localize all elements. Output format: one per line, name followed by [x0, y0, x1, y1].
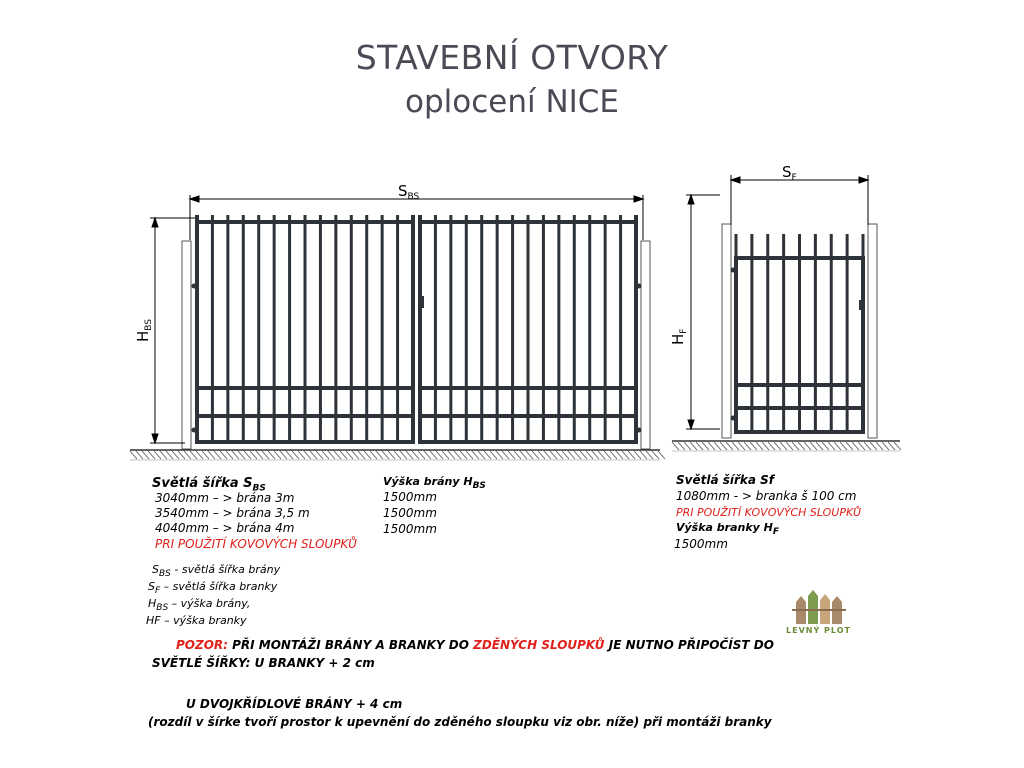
title-line-1: STAVEBNÍ OTVORY — [355, 38, 669, 77]
ground-hatch — [412, 451, 419, 459]
legend-sbs: $S_{BS}$ - světlá šířka brány — [152, 563, 281, 580]
ground-hatch — [628, 451, 635, 459]
ground-hatch — [640, 451, 647, 459]
wicket-left-post — [722, 224, 731, 438]
ground-hatch — [406, 451, 413, 459]
ground-hatch — [388, 451, 395, 459]
ground-hatch — [400, 451, 407, 459]
ground-hatch — [792, 442, 799, 450]
legend-hbs: $H_{BS}$ – výška brány, — [148, 597, 251, 614]
ground-hatch — [696, 442, 703, 450]
ground-hatch — [178, 451, 185, 459]
wicket-width-heading: Světlá šířka Sf — [676, 473, 775, 487]
ground-hatch — [430, 451, 437, 459]
ground-hatch — [658, 451, 665, 459]
ground-hatch — [160, 451, 167, 459]
ground-hatch — [232, 451, 239, 459]
ground-hatch — [726, 442, 733, 450]
ground-hatch — [888, 442, 895, 450]
ground-hatch — [672, 442, 679, 450]
ground-hatch — [268, 451, 275, 459]
ground-hatch — [568, 451, 575, 459]
ground-hatch — [762, 442, 769, 450]
gate-height-1: 1500mm — [383, 490, 437, 504]
ground-hatch — [136, 451, 143, 459]
ground-hatch — [448, 451, 455, 459]
ground-hatch — [382, 451, 389, 459]
legend-sf: $S_F$ – světlá šířka branky — [148, 580, 278, 597]
ground-hatch — [466, 451, 473, 459]
ground-hatch — [840, 442, 847, 450]
ground-hatch — [478, 451, 485, 459]
ground-hatch — [750, 442, 757, 450]
ground-hatch — [340, 451, 347, 459]
ground-hatch — [532, 451, 539, 459]
ground-hatch — [490, 451, 497, 459]
ground-hatch — [702, 442, 709, 450]
hinge — [192, 284, 197, 289]
gate-note-red: PRI POUŽITÍ KOVOVÝCH SLOUPKŮ — [155, 537, 357, 551]
ground-hatch — [166, 451, 173, 459]
ground-hatch — [376, 451, 383, 459]
hinge — [637, 428, 642, 433]
sbs-label: $S_{BS}$ — [398, 182, 420, 202]
right-post — [641, 241, 650, 449]
ground-hatch — [454, 451, 461, 459]
gate-width-heading: Světlá šířka $S_{BS}$ — [152, 476, 266, 494]
left-post — [182, 241, 191, 449]
ground-hatch — [538, 451, 545, 459]
ground-hatch — [720, 442, 727, 450]
wicket-latch — [859, 300, 862, 310]
hbs-label: $H_{BS}$ — [134, 318, 154, 342]
ground-hatch — [460, 451, 467, 459]
ground-hatch — [328, 451, 335, 459]
ground-hatch — [202, 451, 209, 459]
ground-hatch — [846, 442, 853, 450]
ground-hatch — [250, 451, 257, 459]
ground-hatch — [810, 442, 817, 450]
wicket-note-red: PRI POUŽITÍ KOVOVÝCH SLOUPKŮ — [676, 506, 862, 519]
ground-hatch — [184, 451, 191, 459]
ground-hatch — [346, 451, 353, 459]
ground-hatch — [876, 442, 883, 450]
ground-hatch — [544, 451, 551, 459]
gate-leaf — [420, 215, 636, 442]
warning-line-3: U DVOJKŘÍDLOVÉ BRÁNY + 4 cm — [186, 697, 403, 711]
ground-hatch — [598, 451, 605, 459]
double-gate-drawing — [182, 215, 650, 449]
ground-hatch — [652, 451, 659, 459]
ground-hatch — [316, 451, 323, 459]
ground-hatch — [634, 451, 641, 459]
ground-hatch — [190, 451, 197, 459]
ground-hatch — [220, 451, 227, 459]
hinge — [192, 428, 197, 433]
ground-hatch — [502, 451, 509, 459]
ground-hatch — [292, 451, 299, 459]
gate-height-heading: Výška brány $H_{BS}$ — [383, 475, 486, 492]
ground-hatch — [364, 451, 371, 459]
ground-hatch — [244, 451, 251, 459]
ground-hatch — [508, 451, 515, 459]
ground-hatch — [298, 451, 305, 459]
ground-hatch — [678, 442, 685, 450]
ground-hatch — [496, 451, 503, 459]
ground-hatch — [774, 442, 781, 450]
ground-hatch — [424, 451, 431, 459]
ground-hatch — [196, 451, 203, 459]
ground-hatch — [610, 451, 617, 459]
ground-hatch — [442, 451, 449, 459]
ground-hatch — [864, 442, 871, 450]
gate-leaf — [197, 215, 413, 442]
sf-label: $S_F$ — [782, 163, 797, 183]
ground-hatch — [526, 451, 533, 459]
ground-hatch — [172, 451, 179, 459]
ground-hatch — [514, 451, 521, 459]
ground-hatch — [358, 451, 365, 459]
wicket-right-post — [868, 224, 877, 438]
ground-hatch — [852, 442, 859, 450]
ground-hatch — [744, 442, 751, 450]
hf-label: $H_F$ — [669, 328, 689, 345]
ground-hatch — [484, 451, 491, 459]
gate-width-2: 3540mm – > brána 3,5 m — [155, 506, 310, 520]
ground-hatch — [822, 442, 829, 450]
logo-text: LEVNÝ PLOT — [786, 626, 851, 635]
ground-hatch — [738, 442, 745, 450]
ground-hatch — [834, 442, 841, 450]
ground-hatch — [394, 451, 401, 459]
wicket-hinge — [731, 416, 736, 421]
ground-hatch — [334, 451, 341, 459]
ground-hatch — [858, 442, 865, 450]
ground-hatch — [592, 451, 599, 459]
ground-hatch — [586, 451, 593, 459]
ground-hatch — [816, 442, 823, 450]
ground-hatch — [550, 451, 557, 459]
ground-hatch — [732, 442, 739, 450]
warning-line-1: POZOR: PŘI MONTÁŽI BRÁNY A BRANKY DO ZDĚNÝCH SLOUPKŮ JE NUTNO PŘIPOČÍST DO — [176, 638, 774, 652]
gate-height-2: 1500mm — [383, 506, 437, 520]
ground-hatch — [646, 451, 653, 459]
ground-hatch — [280, 451, 287, 459]
ground-hatch — [226, 451, 233, 459]
ground-hatch — [780, 442, 787, 450]
ground-hatch — [580, 451, 587, 459]
warning-line-2: SVĚTLÉ ŠÍŘKY: U BRANKY + 2 cm — [152, 656, 375, 670]
ground-hatch — [882, 442, 889, 450]
ground-hatch — [562, 451, 569, 459]
ground-hatch — [622, 451, 629, 459]
gate-width-1: 3040mm – > brána 3m — [155, 491, 295, 505]
ground-hatch — [154, 451, 161, 459]
ground-hatch — [574, 451, 581, 459]
ground-hatch — [370, 451, 377, 459]
gate-width-3: 4040mm – > brána 4m — [155, 521, 295, 535]
ground-hatch — [208, 451, 215, 459]
ground-hatch — [256, 451, 263, 459]
levny-plot-logo — [786, 588, 856, 626]
gate-height-3: 1500mm — [383, 522, 437, 536]
ground-hatch — [708, 442, 715, 450]
wicket-drawing — [722, 224, 877, 438]
ground-hatch — [436, 451, 443, 459]
ground-hatch — [684, 442, 691, 450]
ground-hatch — [310, 451, 317, 459]
legend-hf: HF – výška branky — [146, 614, 247, 627]
ground-hatch — [322, 451, 329, 459]
logo-picket — [808, 590, 818, 624]
ground-hatch — [214, 451, 221, 459]
ground-hatch — [472, 451, 479, 459]
ground-hatch — [262, 451, 269, 459]
ground-hatch — [616, 451, 623, 459]
ground-hatch — [690, 442, 697, 450]
ground-hatch — [304, 451, 311, 459]
ground-hatch — [768, 442, 775, 450]
wicket-height-heading: Výška branky $H_F$ — [676, 521, 780, 538]
ground-hatch — [786, 442, 793, 450]
ground-hatch — [130, 451, 137, 459]
ground-hatch — [604, 451, 611, 459]
ground-hatch — [798, 442, 805, 450]
warning-line-4: (rozdíl v šírke tvoří prostor k upevnění do zděného sloupku viz obr. níže) při montáži branky — [148, 715, 772, 729]
ground-hatch — [286, 451, 293, 459]
hinge — [637, 284, 642, 289]
ground-hatch — [756, 442, 763, 450]
ground-hatch — [556, 451, 563, 459]
ground-hatch — [274, 451, 281, 459]
wicket-hinge — [731, 268, 736, 273]
wicket-width-value: 1080mm - > branka š 100 cm — [676, 489, 857, 503]
title-line-2: oplocení NICE — [404, 84, 620, 120]
ground-hatch — [352, 451, 359, 459]
ground-hatch — [238, 451, 245, 459]
ground-hatch — [870, 442, 877, 450]
wicket-height-value: 1500mm — [674, 537, 728, 551]
ground-hatch — [894, 442, 901, 450]
ground-hatch — [714, 442, 721, 450]
ground-hatch — [418, 451, 425, 459]
ground-hatch — [804, 442, 811, 450]
ground-hatch — [142, 451, 149, 459]
latch — [421, 296, 424, 308]
ground-hatch — [148, 451, 155, 459]
ground-hatch — [520, 451, 527, 459]
ground-hatch — [828, 442, 835, 450]
